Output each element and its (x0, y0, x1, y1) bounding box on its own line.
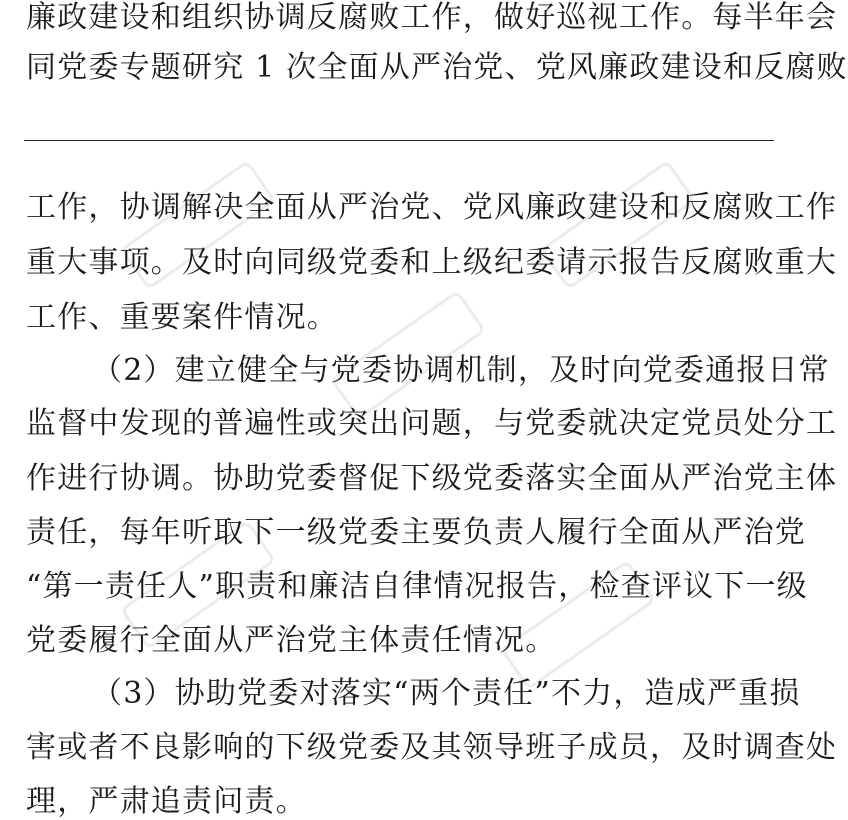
paragraph-first-line: （3）协助党委对落实“两个责任”不力，造成严重损 (92, 676, 801, 711)
text-line: 廉政建设和组织协调反腐败工作，做好巡视工作。每半年会 (26, 0, 838, 35)
text-line: 工作，协调解决全面从严治党、党风廉政建设和反腐败工作 (26, 190, 838, 225)
text-line: 党委履行全面从严治党主体责任情况。 (26, 623, 557, 658)
paragraph-first-line: （2）建立健全与党委协调机制，及时向党委通报日常 (92, 353, 830, 388)
text-line: 同党委专题研究 1 次全面从严治党、党风廉政建设和反腐败 (26, 50, 848, 85)
text-line: 工作、重要案件情况。 (26, 300, 338, 335)
text-line: “第一责任人”职责和廉洁自律情况报告，检查评议下一级 (26, 569, 808, 604)
text-line: 作进行协调。协助党委督促下级党委落实全面从严治党主体 (26, 461, 838, 496)
text-line: 害或者不良影响的下级党委及其领导班子成员，及时调查处 (26, 730, 838, 765)
page-divider (24, 140, 774, 141)
text-line: 重大事项。及时向同级党委和上级纪委请示报告反腐败重大 (26, 245, 838, 280)
text-line: 监督中发现的普遍性或突出问题，与党委就决定党员处分工 (26, 406, 838, 441)
text-line: 理，严肃追责问责。 (26, 784, 307, 819)
text-line: 责任，每年听取下一级党委主要负责人履行全面从严治党 (26, 515, 806, 550)
